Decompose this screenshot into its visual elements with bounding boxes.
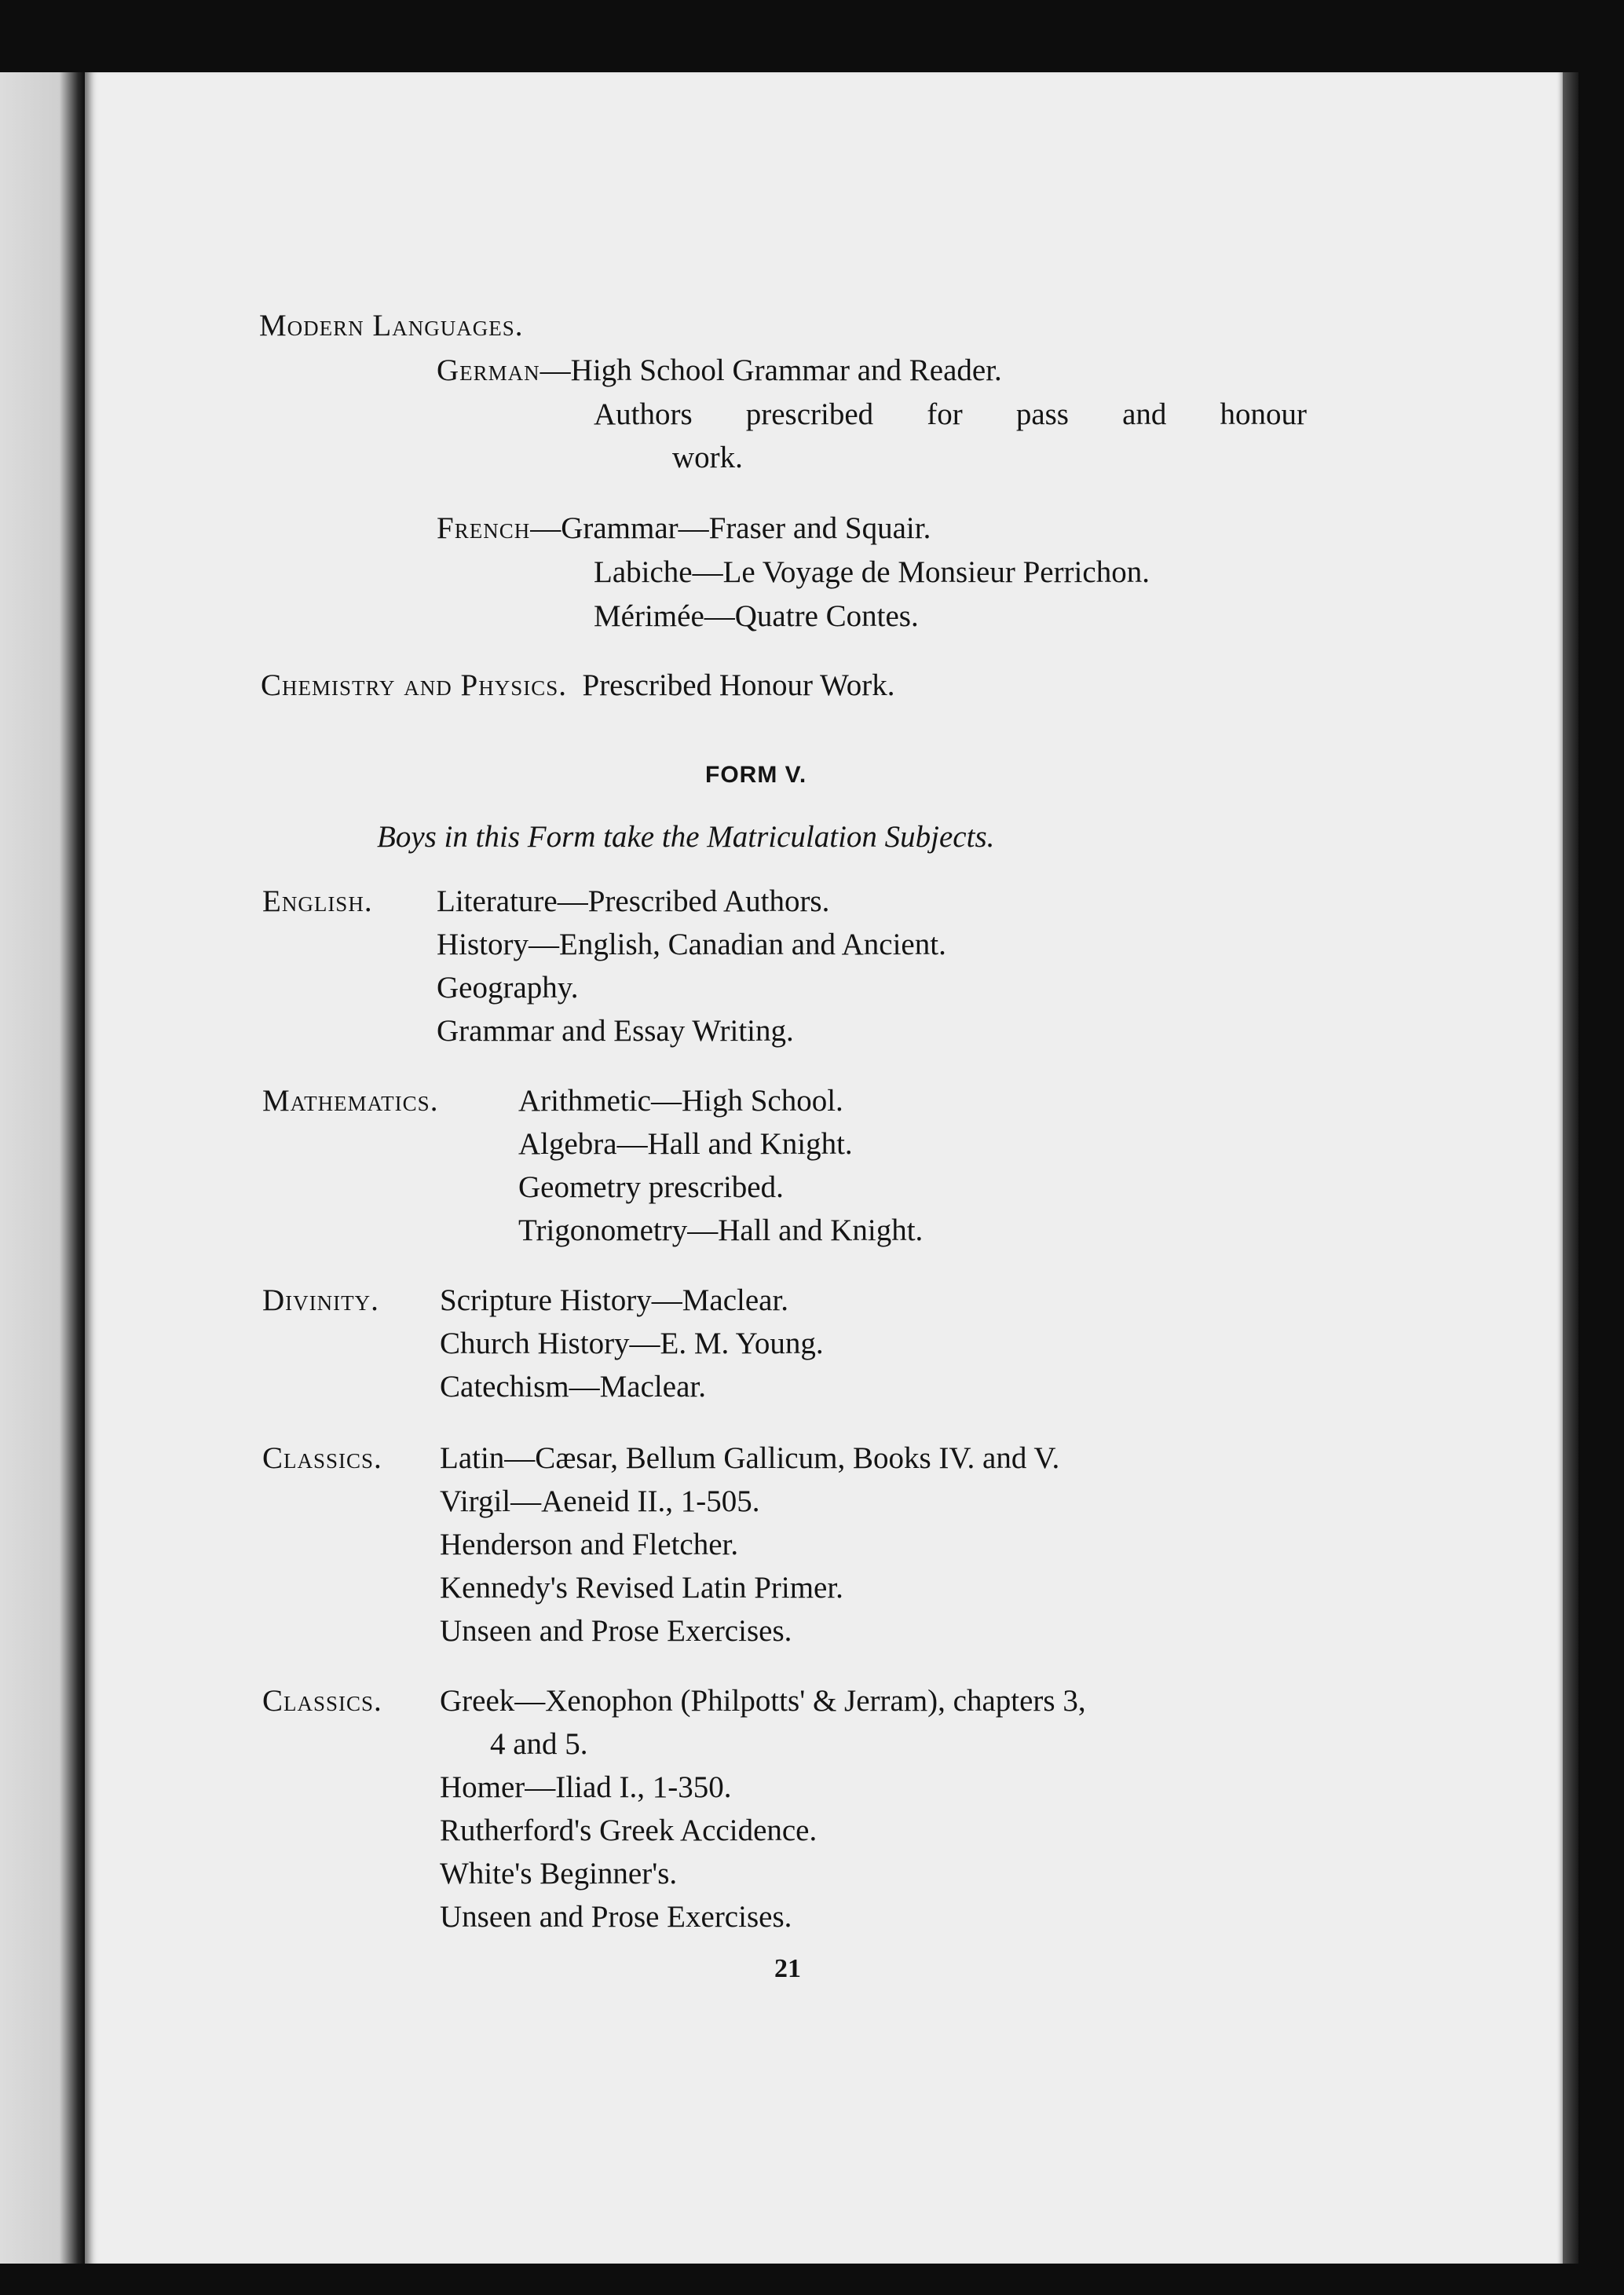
word: honour: [1220, 397, 1307, 431]
greek-line: Greek—Xenophon (Philpotts' & Jerram), chapters 3,: [440, 1684, 1086, 1718]
german-authors-line: [594, 399, 1307, 430]
section-heading-classics-latin: Classics.: [262, 1441, 382, 1475]
latin-line: Unseen and Prose Exercises.: [440, 1614, 792, 1648]
page-gutter-shadow: [1563, 72, 1578, 2264]
german-text: —High School Grammar and Reader.: [540, 353, 1002, 387]
form-note: Boys in this Form take the Matriculation Subjects.: [377, 820, 995, 854]
french-label: French: [437, 511, 531, 545]
english-line: Geography.: [437, 971, 579, 1005]
greek-line: White's Beginner's.: [440, 1857, 678, 1891]
mathematics-line: Algebra—Hall and Knight.: [518, 1127, 853, 1161]
section-heading-modern-languages: Modern Languages.: [259, 309, 524, 342]
latin-line: Latin—Cæsar, Bellum Gallicum, Books IV. and V.: [440, 1441, 1060, 1475]
form-heading: FORM V.: [705, 762, 807, 788]
french-text: —Grammar—Fraser and Squair.: [530, 511, 931, 545]
french-line: [437, 513, 931, 544]
english-line: Literature—Prescribed Authors.: [437, 884, 830, 918]
word: pass: [1015, 397, 1069, 431]
german-authors-continuation: work.: [672, 441, 743, 474]
page-number: 21: [774, 1954, 801, 1983]
facing-page-edge: [0, 72, 85, 2264]
word: and: [1122, 397, 1167, 431]
german-label: German: [437, 353, 540, 387]
section-heading-mathematics: Mathematics.: [262, 1084, 439, 1118]
section-heading-english: English.: [262, 884, 373, 918]
greek-line: Rutherford's Greek Accidence.: [440, 1814, 817, 1847]
english-line: History—English, Canadian and Ancient.: [437, 928, 946, 961]
word: prescribed: [745, 397, 874, 431]
mathematics-line: Trigonometry—Hall and Knight.: [518, 1213, 924, 1247]
section-heading-classics-greek: Classics.: [262, 1684, 382, 1718]
mathematics-line: Arithmetic—High School.: [518, 1084, 843, 1118]
greek-line: Unseen and Prose Exercises.: [440, 1900, 792, 1934]
section-heading-divinity: Divinity.: [262, 1283, 379, 1317]
divinity-line: Catechism—Maclear.: [440, 1370, 706, 1404]
latin-line: Henderson and Fletcher.: [440, 1528, 739, 1561]
divinity-line: Scripture History—Maclear.: [440, 1283, 789, 1317]
section-heading-chemistry: Chemistry and Physics.: [261, 668, 567, 702]
chemistry-text: Prescribed Honour Work.: [582, 668, 895, 702]
french-line-3: Mérimée—Quatre Contes.: [594, 599, 919, 633]
word: for: [927, 397, 963, 431]
greek-line: Homer—Iliad I., 1-350.: [440, 1770, 732, 1804]
greek-line-continuation: 4 and 5.: [490, 1727, 588, 1761]
divinity-line: Church History—E. M. Young.: [440, 1327, 824, 1360]
latin-line: Virgil—Aeneid II., 1-505.: [440, 1484, 760, 1518]
english-line: Grammar and Essay Writing.: [437, 1014, 794, 1048]
chemistry-line: [261, 670, 894, 701]
german-line: [437, 355, 1002, 386]
french-line-2: Labiche—Le Voyage de Monsieur Perrichon.: [594, 555, 1150, 589]
mathematics-line: Geometry prescribed.: [518, 1170, 784, 1204]
latin-line: Kennedy's Revised Latin Primer.: [440, 1571, 843, 1605]
word: Authors: [594, 397, 693, 431]
